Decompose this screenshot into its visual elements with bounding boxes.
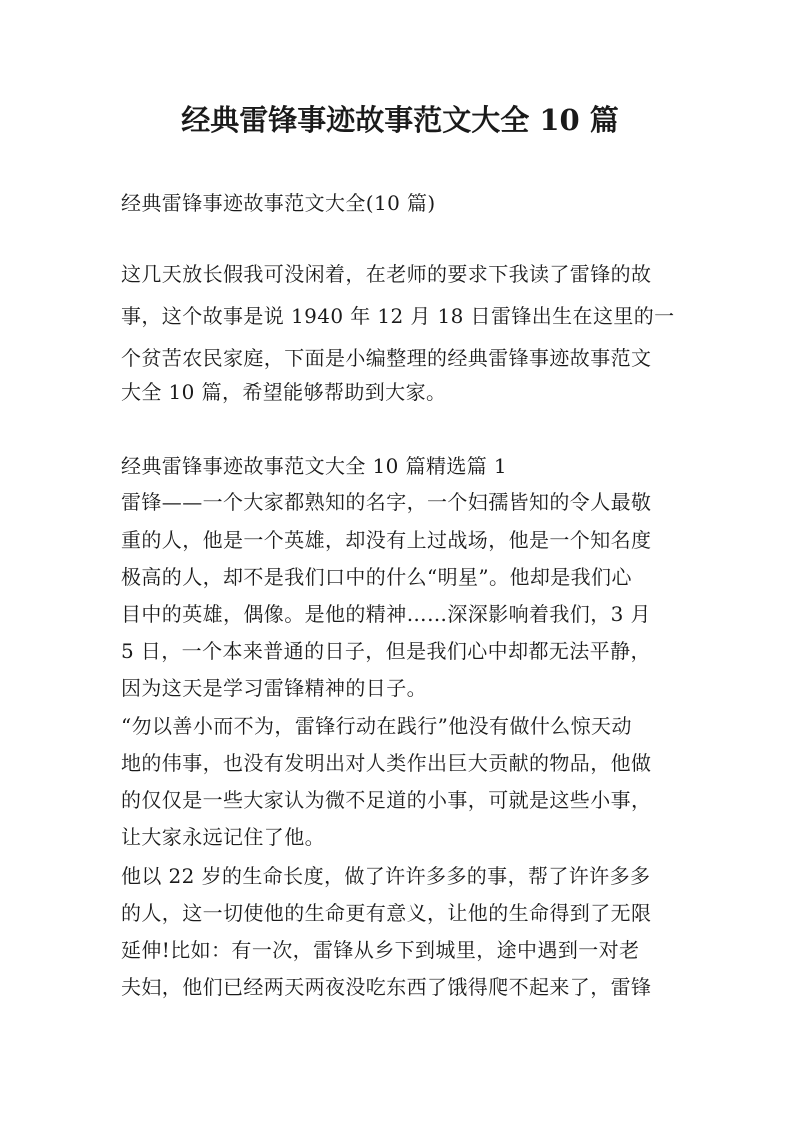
intro-line: 这几天放长假我可没闲着，在老师的要求下我读了雷锋的故 xyxy=(121,262,652,286)
intro-line: 个贫苦农民家庭，下面是小编整理的经典雷锋事迹故事范文 xyxy=(121,346,652,370)
body-line: 雷锋——一个大家都熟知的名字，一个妇孺皆知的令人最敬 xyxy=(121,490,652,514)
body-line: 因为这天是学习雷锋精神的日子。 xyxy=(121,676,427,700)
body-line: 他以 22 岁的生命长度，做了许许多多的事，帮了许许多多 xyxy=(121,864,651,888)
body-line: 的仅仅是一些大家认为微不足道的小事，可就是这些小事， xyxy=(121,788,652,812)
body-line: “勿以善小而不为，雷锋行动在践行”他没有做什么惊天动 xyxy=(121,714,632,738)
body-line: 延伸!比如：有一次，雷锋从乡下到城里，途中遇到一对老 xyxy=(121,938,640,962)
intro-line: 事，这个故事是说 1940 年 12 月 18 日雷锋出生在这里的一 xyxy=(121,304,675,328)
body-line: 极高的人，却不是我们口中的什么“明星”。他却是我们心 xyxy=(121,565,632,589)
section-heading: 经典雷锋事迹故事范文大全 10 篇精选篇 1 xyxy=(121,454,508,478)
document-subtitle: 经典雷锋事迹故事范文大全(10 篇) xyxy=(121,191,436,215)
body-line: 地的伟事，也没有发明出对人类作出巨大贡献的物品，他做 xyxy=(121,751,652,775)
document-title: 经典雷锋事迹故事范文大全 10 篇 xyxy=(181,103,619,137)
body-line: 夫妇，他们已经两天两夜没吃东西了饿得爬不起来了，雷锋 xyxy=(121,975,652,999)
body-line: 5 日，一个本来普通的日子，但是我们心中却都无法平静， xyxy=(121,639,651,663)
body-line: 让大家永远记住了他。 xyxy=(121,825,325,849)
body-line: 重的人，他是一个英雄，却没有上过战场，他是一个知名度 xyxy=(121,528,652,552)
body-line: 目中的英雄，偶像。是他的精神……深深影响着我们，3 月 xyxy=(121,602,651,626)
intro-line: 大全 10 篇，希望能够帮助到大家。 xyxy=(121,380,447,404)
body-line: 的人，这一切使他的生命更有意义，让他的生命得到了无限 xyxy=(121,901,652,925)
